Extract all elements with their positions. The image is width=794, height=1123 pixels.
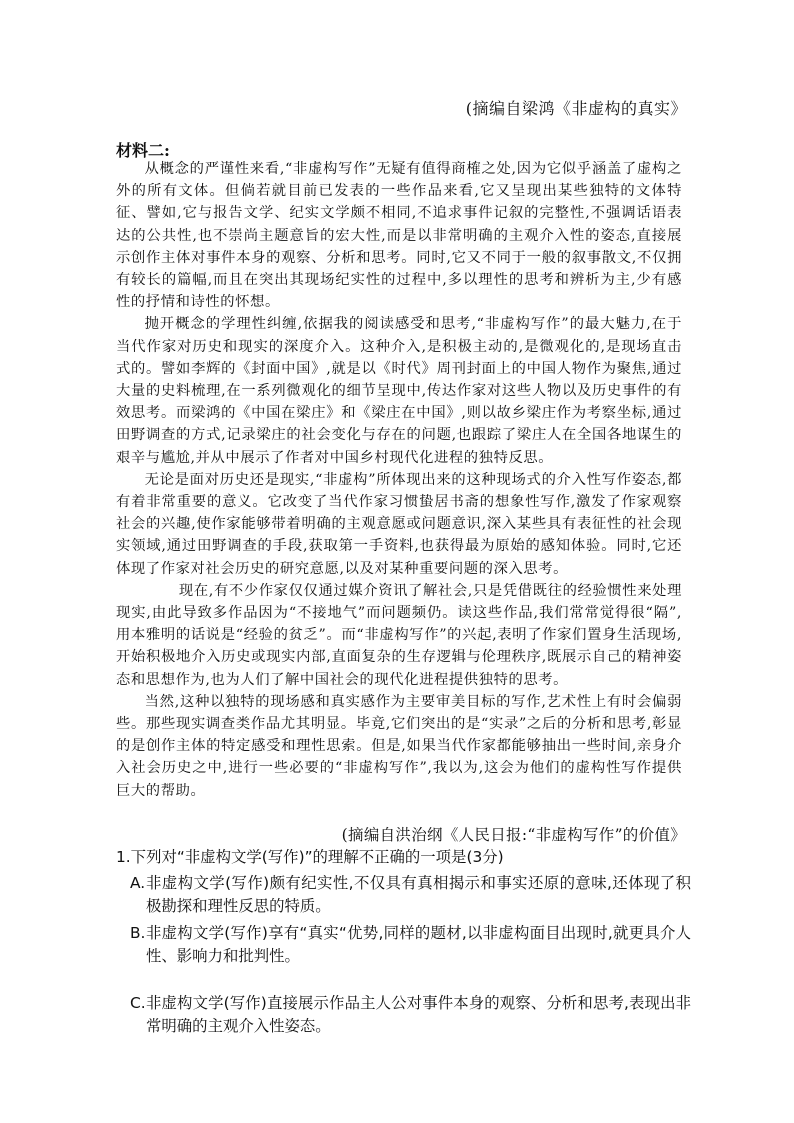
option-a[interactable]	[130, 872, 691, 918]
question-stem: 1.下列对“非虚构文学(写作)”的理解不正确的一项是(3分)	[116, 848, 504, 866]
option-letter: C.	[130, 994, 146, 1012]
option-c[interactable]	[130, 992, 691, 1038]
paragraph: 当然,这种以独特的现场感和真实感作为主要审美目标的写作,艺术性上有时会偏弱些。那些现实调查类作品尤其明显。毕竟,它们突出的是“实录”之后的分析和思考,彰显的是创作主体的特定感受和理性思索。但是,如果当代作家都能够抽出一些时间,亲身介入社会历史之中,进行一些必要的“非虚构写作”,我以为,这会为他们的虚构性写作提供巨大的帮助。	[116, 693, 682, 799]
option-text: 非虚构文学(写作)颇有纪实性,不仅具有真相揭示和事实还原的意味,还体现了积极勘探和理性反思的特质。	[146, 874, 691, 915]
option-text: 非虚构文学(写作)享有“真实“优势,同样的题材,以非虚构面目出现时,就更具介人性、影响力和批判性。	[146, 924, 691, 965]
source-citation-bottom: (摘编自洪治纲《人民日报:“非虚构写作”的价值》	[341, 826, 686, 844]
question-1	[116, 846, 691, 1038]
paragraph: 抛开概念的学理性纠缠,依据我的阅读感受和思考,“非虚构写作”的最大魅力,在于当代作家对历史和现实的深度介入。这种介入,是积极主动的,是微观化的,是现场直击式的。譬如李辉的《封面中国》,就是以《时代》周刊封面上的中国人物作为聚焦,通过大量的史料梳理,在一系列微观化的细节呈现中,传达作家对这些人物以及历史事件的有效思考。而梁鸿的《中国在梁庄》和《梁庄在中国》,则以故乡梁庄作为考察坐标,通过田野调查的方式,记录梁庄的社会变化与存在的问题,也跟踪了梁庄人在全国各地谋生的艰辛与尴尬,并从中展示了作者对中国乡村现代化进程的独特反思。	[116, 316, 682, 466]
material-body	[116, 158, 682, 802]
option-b[interactable]	[130, 922, 691, 968]
option-letter: A.	[130, 874, 146, 892]
material-title: 材料二:	[116, 141, 170, 160]
source-citation-top: (摘编自梁鸿《非虚构的真实》	[465, 99, 687, 118]
paragraph: 从概念的严谨性来看,“非虚构写作”无疑有值得商榷之处,因为它似乎涵盖了虚构之外的所有文体。但倘若就目前已发表的一些作品来看,它又呈现出某些独特的文体特征、譬如,它与报告文学、纪实文学颇不相同,不追求事件记叙的完整性,不强调话语表达的公共性,也不崇尚主题意旨的宏大性,而是以非常明确的主观介入性的姿态,直接展示创作主体对事件本身的观察、分析和思考。同时,它又不同于一般的叙事散文,不仅拥有较长的篇幅,而且在突出其现场纪实性的过程中,多以理性的思考和辨析为主,少有感性的抒情和诗性的怀想。	[116, 161, 682, 311]
paragraph: 无论是面对历史还是现实,“非虚构”所体现出来的这种现场式的介入性写作姿态,都有着非常重要的意义。它改变了当代作家习惯蛰居书斋的想象性写作,激发了作家观察社会的兴趣,使作家能够带着明确的主观意愿或问题意识,深入某些具有表征性的社会现实领域,通过田野调查的手段,获取第一手资料,也获得最为原始的感知体验。同时,它还体现了作家对社会历史的研究意愿,以及对某种重要问题的深入思考。	[116, 471, 682, 577]
option-text: 非虚构文学(写作)直接展示作品主人公对事件本身的观察、分析和思考,表现出非常明确的主观介入性姿态。	[146, 994, 691, 1035]
paragraph: 现在,有不少作家仅仅通过媒介资讯了解社会,只是凭借既往的经验惯性来处理现实,由此导致多作品因为“不接地气”而问题频仍。读这些作品,我们常常觉得很“隔”,用本雅明的话说是“经验的贫乏”。而“非虚构写作”的兴起,表明了作家们置身生活现场,开始积极地介入历史或现实内部,直面复杂的生存逻辑与伦理秩序,既展示自己的精神姿态和思想作为,也为人们了解中国社会的现代化进程提供独特的思考。	[116, 582, 682, 688]
option-letter: B.	[130, 924, 146, 942]
